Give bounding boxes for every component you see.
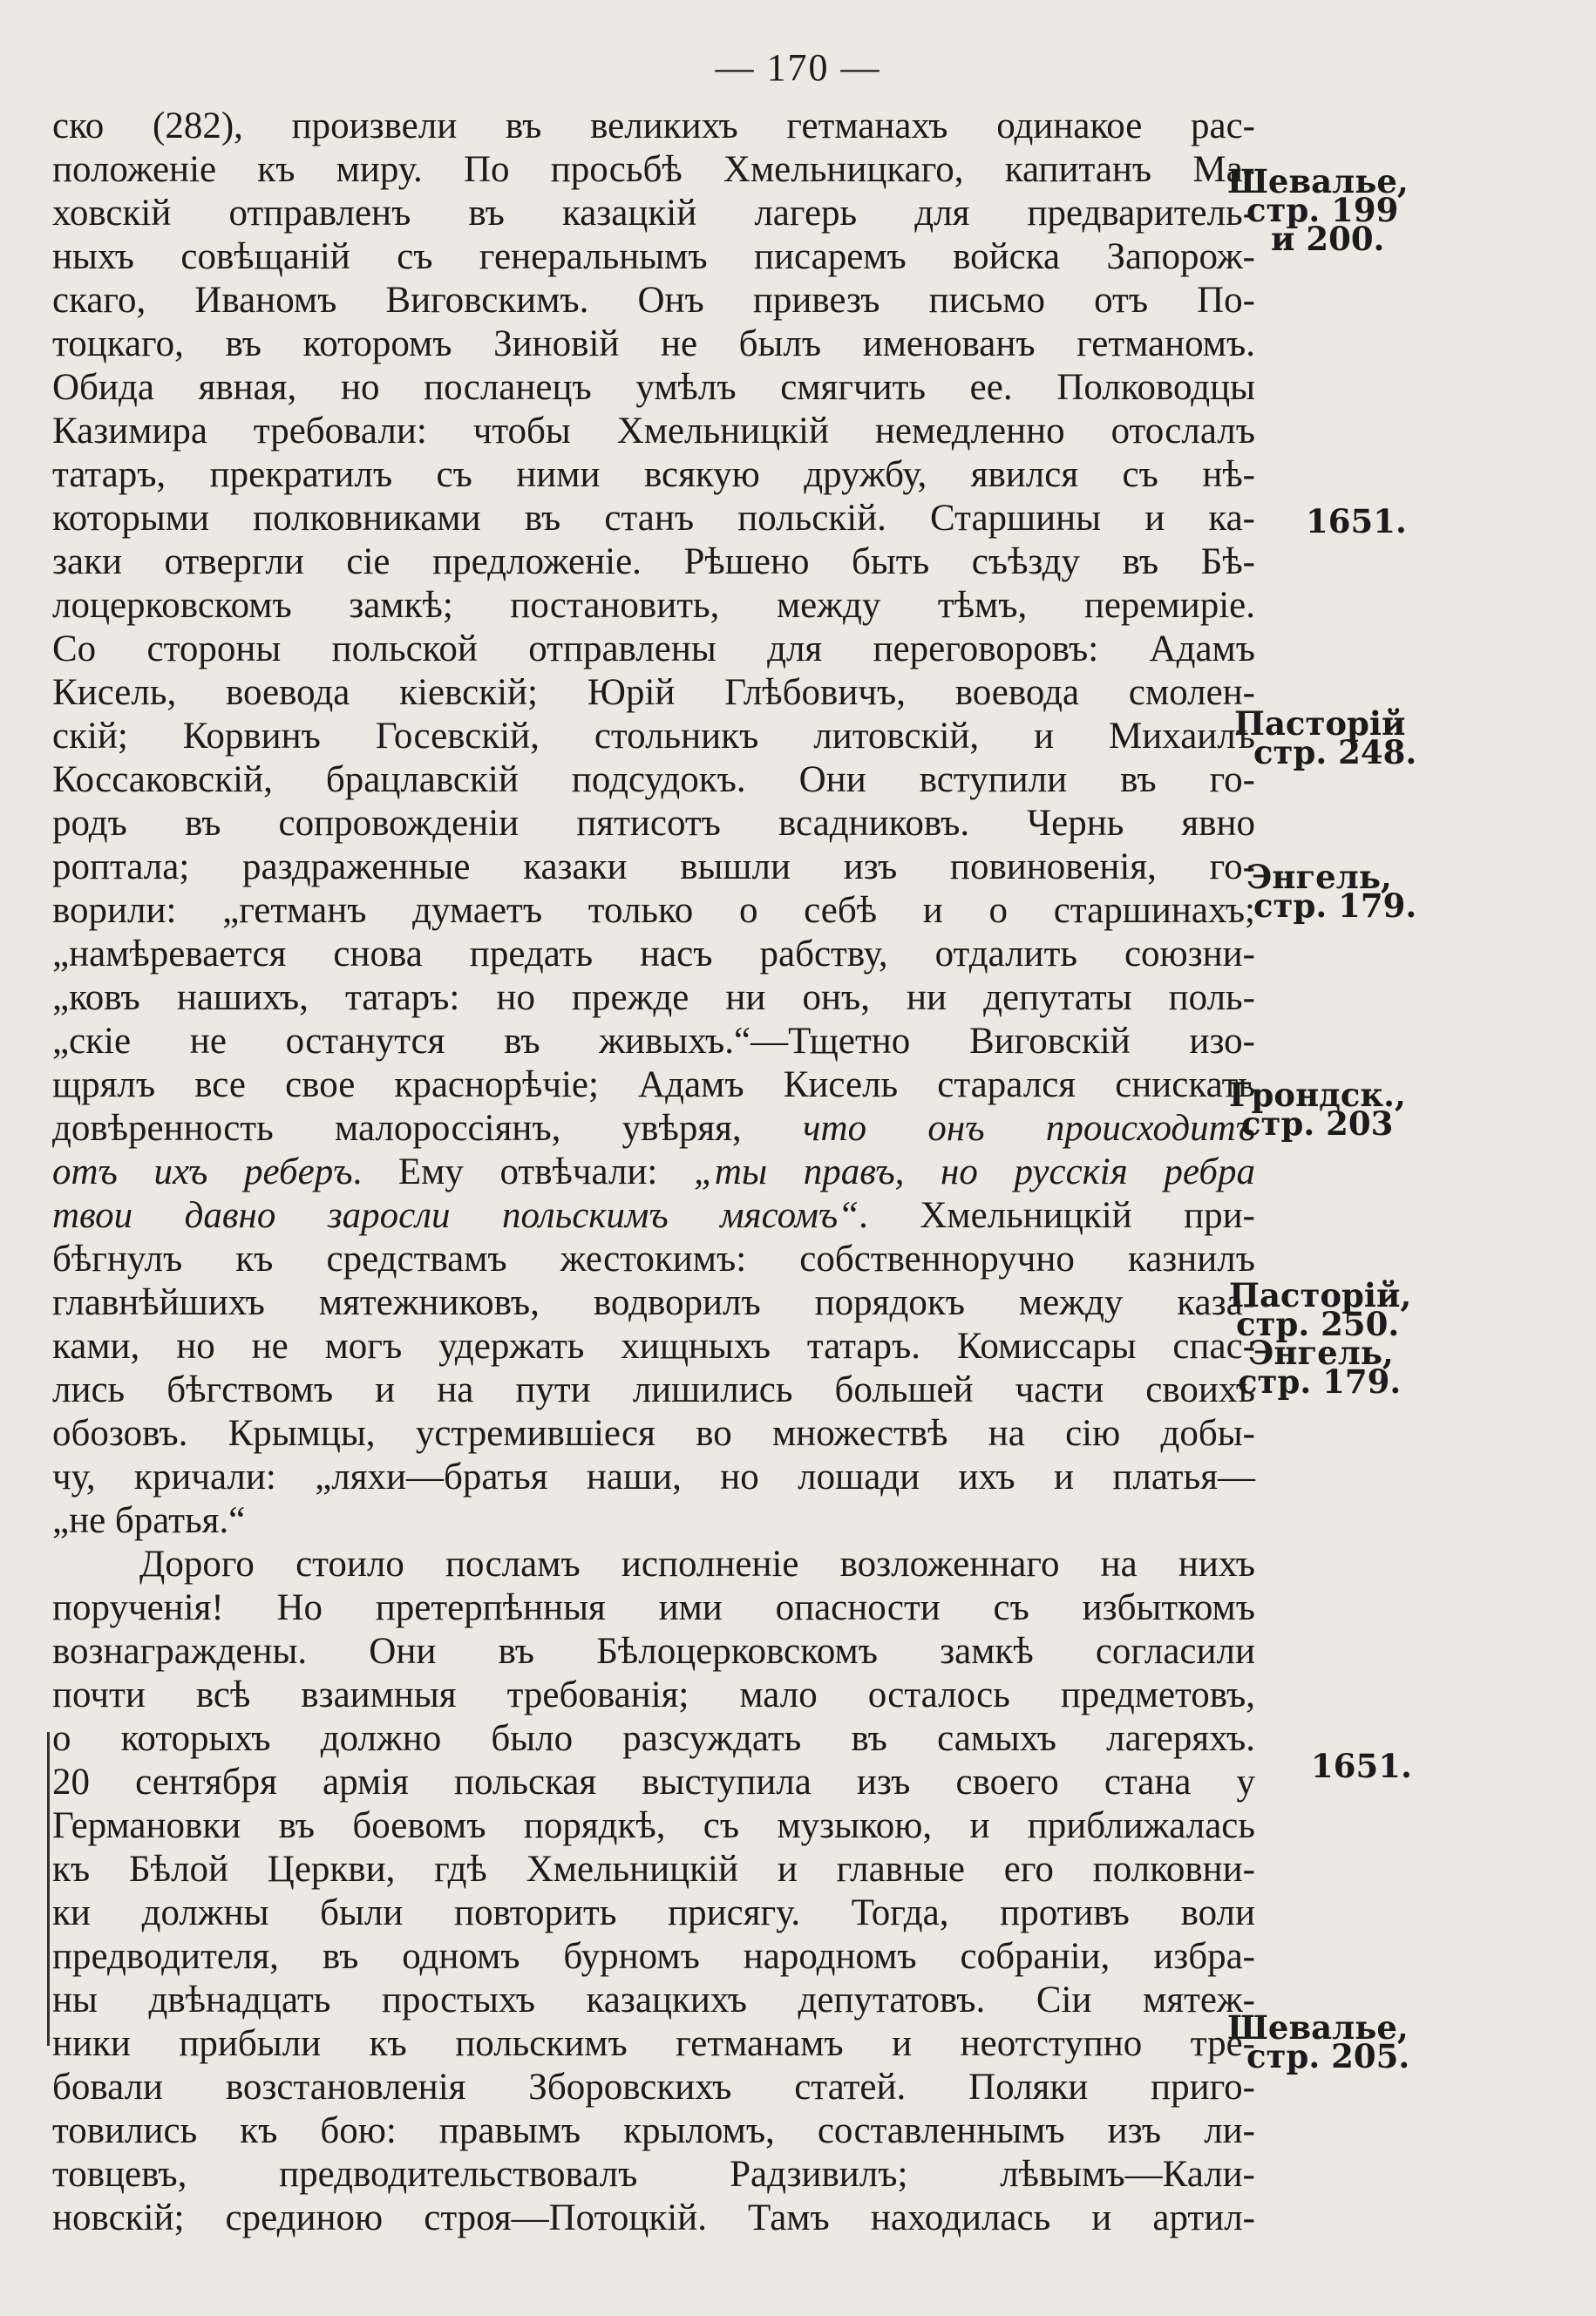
main-text	[52, 105, 1255, 2240]
margin-note	[1227, 162, 1409, 258]
margin-note-line: Энгель,	[1246, 858, 1392, 896]
text-line: заки отвергли сіе предложеніе. Рѣшено быть съѣзду въ Бѣ-	[52, 541, 1255, 582]
text-line: лись бѣгствомъ и на пути лишились большей части своихъ	[52, 1369, 1255, 1410]
margin-note	[1306, 502, 1407, 540]
margin-note	[1229, 1276, 1412, 1401]
text-line: щрялъ все свое краснорѣчіе; Адамъ Кисель старался снискать	[52, 1064, 1255, 1105]
italic-quote: отъ ихъ реберъ	[52, 1151, 353, 1192]
text-line: новскій; срединою строя—Потоцкій. Тамъ находилась и артил-	[52, 2197, 1255, 2238]
margin-note-line: стр. 179.	[1253, 886, 1417, 925]
text-line: товцевъ, предводительствовалъ Радзивилъ; лѣвымъ—Кали-	[52, 2154, 1255, 2195]
text-line: которыми полковниками въ станъ польскій. Старшины и ка-	[52, 498, 1255, 539]
text-line: ворили: „гетманъ думаетъ только о себѣ и о старшинахъ;	[52, 890, 1255, 931]
text-span: . Ему отвѣчали:	[352, 1151, 695, 1192]
text-line: родъ въ сопровожденіи пятисотъ всадниковъ. Чернь явно	[52, 803, 1255, 844]
text-line: ско (282), произвели въ великихъ гетманахъ одинакое рас-	[52, 105, 1255, 146]
text-line: скаго, Иваномъ Виговскимъ. Онъ привезъ письмо отъ По-	[52, 280, 1255, 321]
text-line: главнѣйшихъ мятежниковъ, водворилъ порядокъ между каза-	[52, 1282, 1255, 1323]
margin-note-line: стр. 199	[1246, 191, 1399, 229]
text-line: вознаграждены. Они въ Бѣлоцерковскомъ замкѣ согласили	[52, 1631, 1255, 1672]
margin-note	[1246, 858, 1417, 925]
text-line: положеніе къ миру. По просьбѣ Хмельницкаго, капитанъ Ма-	[52, 149, 1255, 190]
margin-note-line: 1651.	[1311, 1747, 1412, 1785]
margin-note-line: стр. 179.	[1238, 1362, 1402, 1401]
text-line: почти всѣ взаимныя требованія; мало осталось предметовъ,	[52, 1674, 1255, 1715]
margin-note-line: Грондск.,	[1229, 1076, 1406, 1114]
margin-note	[1311, 1747, 1412, 1785]
text-line: ники прибыли къ польскимъ гетманамъ и неотступно тре-	[52, 2023, 1255, 2064]
text-line: обозовъ. Крымцы, устремившіеся во множествѣ на сію добы-	[52, 1413, 1255, 1454]
margin-note	[1234, 704, 1417, 771]
text-line: татаръ, прекратилъ съ ними всякую дружбу, явился съ нѣ-	[52, 454, 1255, 495]
text-line: о которыхъ должно было разсуждать въ самыхъ лагеряхъ.	[52, 1718, 1255, 1759]
margin-note	[1227, 2008, 1410, 2075]
text-line: чу, кричали: „ляхи—братья наши, но лошади ихъ и платья—	[52, 1457, 1255, 1498]
text-line: Коссаковскій, брацлавскій подсудокъ. Они вступили въ го-	[52, 759, 1255, 800]
text-line: тоцкаго, въ которомъ Зиновій не былъ именованъ гетманомъ.	[52, 323, 1255, 364]
text-line: ныхъ совѣщаній съ генеральнымъ писаремъ войска Запорож-	[52, 236, 1255, 277]
text-line: Германовки въ боевомъ порядкѣ, съ музыкою, и приближалась	[52, 1805, 1255, 1846]
margin-note-line: Энгель,	[1248, 1334, 1394, 1372]
margin-note-line: Пасторій	[1234, 704, 1406, 743]
text-line: Дорого стоило посламъ исполненіе возложеннаго на нихъ	[139, 1544, 1255, 1585]
text-line: скій; Корвинъ Госевскій, стольникъ литовскій, и Михаилъ	[52, 716, 1255, 757]
text-line: „намѣревается снова предать насъ рабству, отдалить союзни-	[52, 934, 1255, 975]
text-line: порученія! Но претерпѣнныя ими опасности съ избыткомъ	[52, 1587, 1255, 1628]
margin-note-line: Пасторій,	[1229, 1276, 1412, 1314]
text-line: товились къ бою: правымъ крыломъ, составленнымъ изъ ли-	[52, 2110, 1255, 2151]
text-line: Со стороны польской отправлены для переговоровъ: Адамъ	[52, 628, 1255, 669]
margin-note-line: стр. 248.	[1253, 733, 1417, 771]
page-number: — 170 —	[715, 46, 881, 89]
text-line: ками, но не могъ удержать хищныхъ татаръ. Комиссары спас-	[52, 1326, 1255, 1367]
text-span: довѣренность малороссіянъ, увѣряя,	[52, 1108, 803, 1149]
margin-note-line: Шевалье,	[1227, 162, 1409, 200]
text-line: ны двѣнадцать простыхъ казацкихъ депутатовъ. Сіи мятеж-	[52, 1980, 1255, 2021]
margin-note-line: Шевалье,	[1227, 2008, 1409, 2047]
text-line: лоцерковскомъ замкѣ; постановить, между тѣмъ, перемиріе.	[52, 585, 1255, 626]
text-line: къ Бѣлой Церкви, гдѣ Хмельницкій и главные его полковни-	[52, 1849, 1255, 1890]
text-line-mixed	[52, 1107, 1255, 1151]
text-line: предводителя, въ одномъ бурномъ народномъ собраніи, избра-	[52, 1936, 1255, 1977]
text-span: . Хмельницкій при-	[859, 1195, 1255, 1236]
margin-note-line: 1651.	[1306, 502, 1407, 540]
text-line: ховскій отправленъ въ казацкій лагерь для предваритель-	[52, 193, 1255, 234]
text-line: Обида явная, но посланецъ умѣлъ смягчить ее. Полководцы	[52, 367, 1255, 408]
text-line: 20 сентября армія польская выступила изъ своего стана у	[52, 1762, 1255, 1803]
italic-quote: что онъ происходитъ	[803, 1108, 1255, 1149]
italic-quote: „ты правъ, но русскія ребра	[694, 1151, 1255, 1192]
margin-note	[1229, 1076, 1406, 1143]
text-line: „не братья.“	[52, 1500, 246, 1541]
text-line: бовали возстановленія Зборовскихъ статей. Поляки приго-	[52, 2067, 1255, 2108]
pencil-bracket-mark	[47, 1732, 55, 2046]
text-line: Кисель, воевода кіевскій; Юрій Глѣбовичъ, воевода смолен-	[52, 672, 1255, 713]
margin-note-line: стр. 203	[1241, 1104, 1394, 1143]
margin-note-line: стр. 250.	[1236, 1305, 1400, 1343]
text-line: „скіе не останутся въ живыхъ.“—Тщетно Виговскій изо-	[52, 1021, 1255, 1062]
text-line-mixed	[52, 1151, 1255, 1194]
text-line: Казимира требовали: чтобы Хмельницкій немедленно отослалъ	[52, 411, 1255, 452]
text-line: бѣгнулъ къ средствамъ жестокимъ: собственноручно казнилъ	[52, 1239, 1255, 1280]
text-line-mixed	[52, 1194, 1255, 1238]
margin-note-line: и 200.	[1271, 220, 1385, 258]
margin-note-line: стр. 205.	[1246, 2037, 1410, 2075]
text-line: „ковъ нашихъ, татаръ: но прежде ни онъ, ни депутаты поль-	[52, 977, 1255, 1018]
italic-quote: твои давно заросли польскимъ мясомъ“	[52, 1195, 859, 1236]
text-line: роптала; раздраженные казаки вышли изъ повиновенія, го-	[52, 846, 1255, 887]
text-line: ки должны были повторить присягу. Тогда, противъ воли	[52, 1892, 1255, 1933]
